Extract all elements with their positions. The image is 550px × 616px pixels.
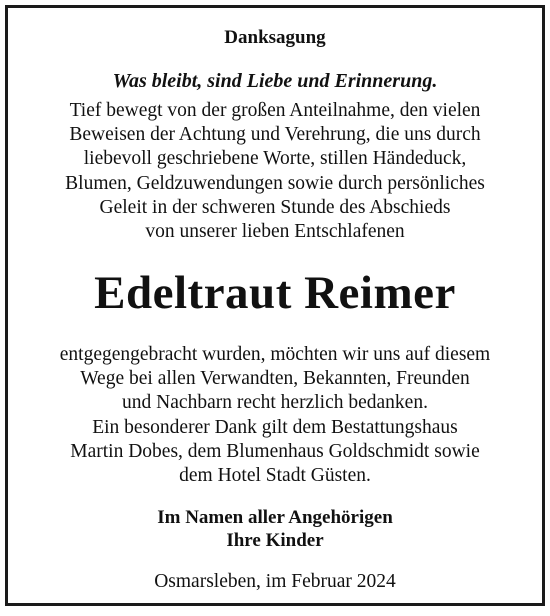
notice-heading: Danksagung bbox=[224, 27, 326, 48]
paragraph-2-line: und Nachbarn recht herzlich bedanken. bbox=[122, 392, 428, 414]
paragraph-1-line: Blumen, Geldzuwendungen sowie durch persönliches bbox=[65, 172, 485, 194]
paragraph-2-line: Ein besonderer Dank gilt dem Bestattungshaus bbox=[92, 416, 458, 438]
place-and-date: Osmarsleben, im Februar 2024 bbox=[154, 571, 396, 592]
paragraph-1-line: von unserer lieben Entschlafenen bbox=[145, 221, 405, 243]
paragraph-2-line: entgegengebracht wurden, möchten wir uns auf diesem bbox=[59, 344, 491, 365]
signature-block bbox=[8, 506, 542, 552]
signature-line-family: Im Namen aller Angehörigen bbox=[157, 507, 393, 528]
paragraph-1-line: Tief bewegt von der großen Anteilnahme, den vielen bbox=[69, 100, 481, 121]
deceased-name: Edeltraut Reimer bbox=[94, 267, 456, 319]
paragraph-1-line: Geleit in der schweren Stunde des Abschieds bbox=[99, 196, 451, 218]
thanks-paragraph-1 bbox=[8, 99, 542, 244]
paragraph-1-line: liebevoll geschriebene Worte, stillen Händeduck, bbox=[83, 148, 467, 170]
paragraph-2-line: Martin Dobes, dem Blumenhaus Goldschmidt sowie bbox=[70, 440, 480, 462]
signature-line-children: Ihre Kinder bbox=[226, 530, 324, 551]
thanks-paragraph-2 bbox=[8, 343, 542, 488]
paragraph-2-line: dem Hotel Stadt Güsten. bbox=[179, 465, 371, 487]
obituary-notice bbox=[5, 5, 545, 606]
paragraph-2-line: Wege bei allen Verwandten, Bekannten, Freunden bbox=[80, 368, 470, 390]
notice-motto: Was bleibt, sind Liebe und Erinnerung. bbox=[112, 70, 438, 92]
paragraph-1-line: Beweisen der Achtung und Verehrung, die uns durch bbox=[69, 124, 481, 146]
